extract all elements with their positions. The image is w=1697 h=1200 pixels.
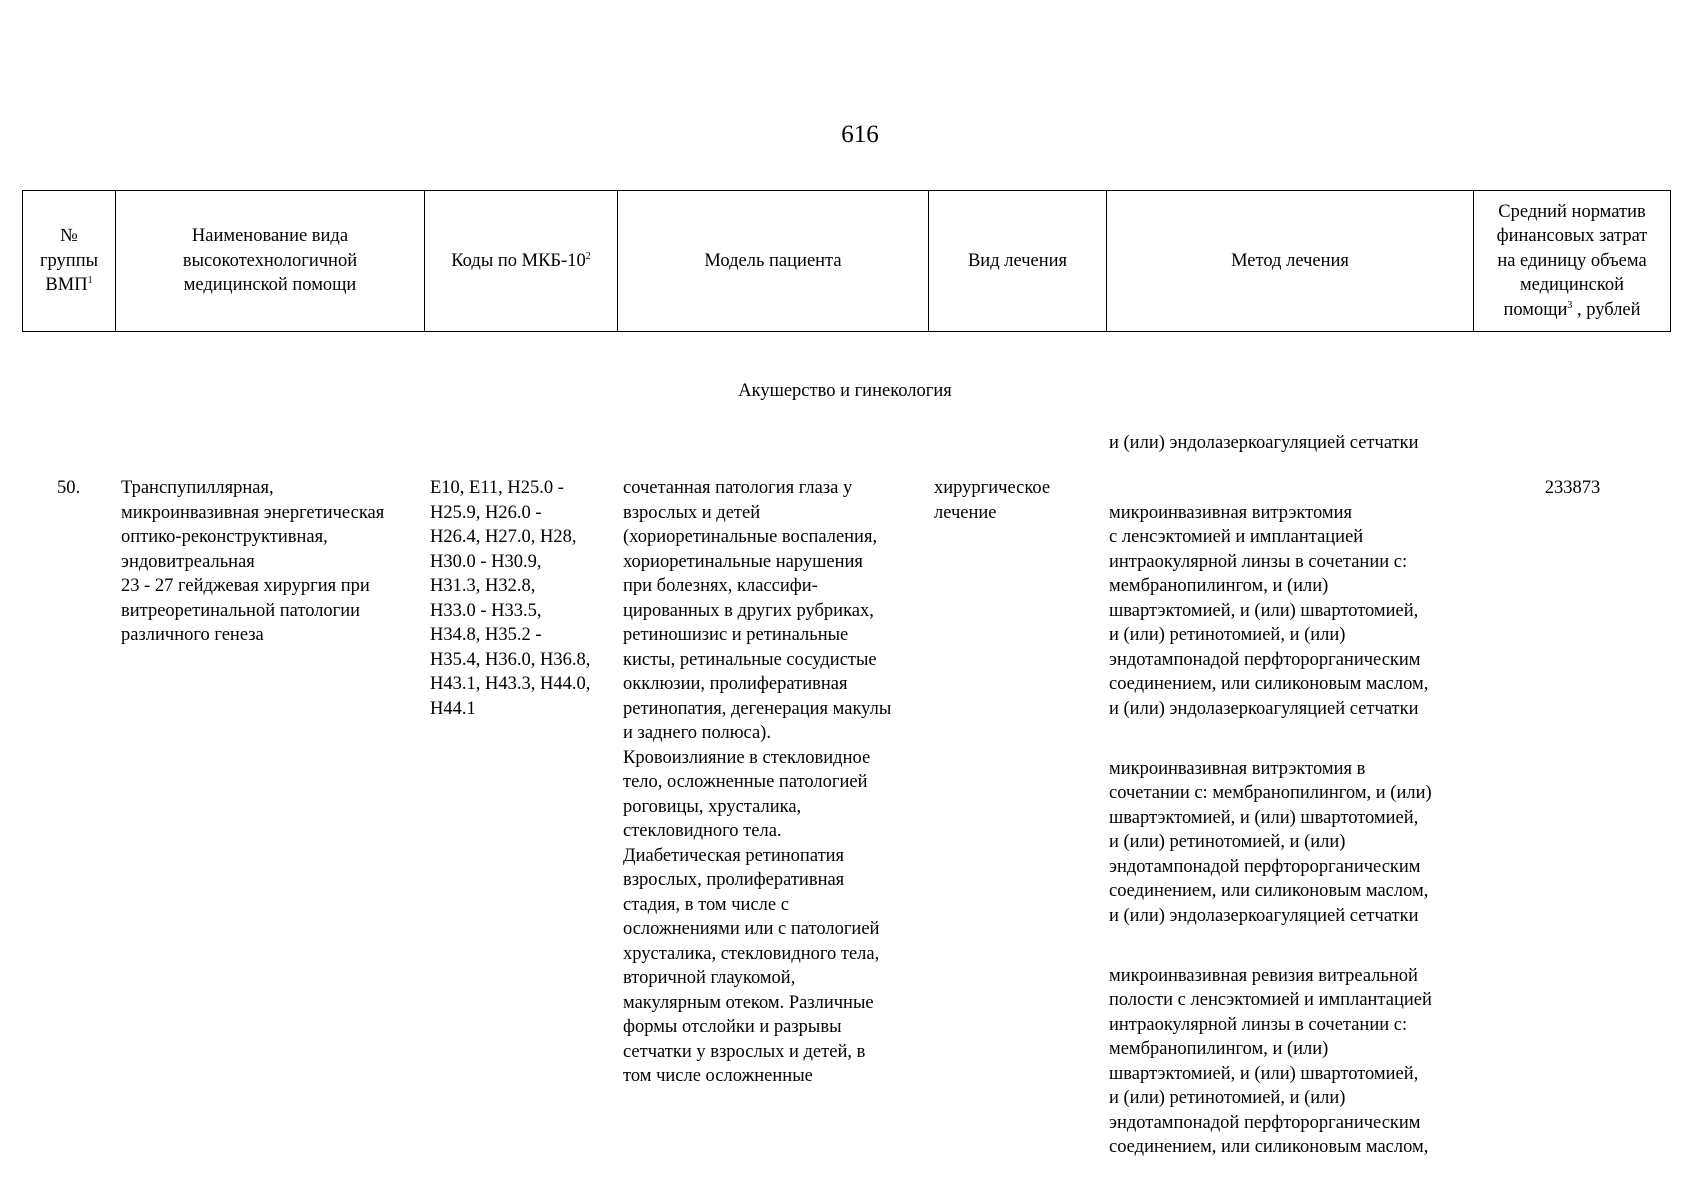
- header-group-number: № группы ВМП$^1$: [23, 191, 116, 332]
- method-item: микроинвазивная витрэктомия с ленсэктомией и имплантацией интраокулярной линзы в сочетании с: мембранопилингом, и (или) швартэктомией, и (или) швартотомией, и (или) ретинотомией, и (или) эндотампонадой перфторорганическим соединением, или силиконовым маслом, и (или) эндолазеркоагуляцией сетчатки: [1109, 502, 1429, 719]
- header-icd-codes: Коды по МКБ-$10^2$: [425, 191, 618, 332]
- row-care-name: Транспупиллярная, микроинвазивная энергетическая оптико-реконструктивная, эндовитреальная 23 - 27 гейджевая хирургия при витреоретинальной патологии различного генеза: [121, 478, 385, 645]
- row-methods: [1109, 476, 1494, 1195]
- header-cost: Средний норматив финансовых затрат на единицу объема медицинской помощи$^3$ , рублей: [1474, 191, 1671, 332]
- header-treatment-type: Вид лечения: [929, 191, 1107, 332]
- header-row: [23, 191, 1671, 332]
- method-item: микроинвазивная витрэктомия в сочетании с: мембранопилингом, и (или) швартэктомией, и (или) швартотомией, и (или) ретинотомией, и (или) эндотампонадой перфторорганическим соединением, или силиконовым маслом, и (или) эндолазеркоагуляцией сетчатки: [1109, 758, 1432, 926]
- carryover-method: и (или) эндолазеркоагуляцией сетчатки: [1109, 433, 1419, 453]
- section-title: Акушерство и гинекология: [738, 381, 952, 401]
- header-care-name: Наименование вида высокотехнологичной медицинской помощи: [116, 191, 425, 332]
- header-treatment-method: Метод лечения: [1107, 191, 1474, 332]
- row-treatment-type: хирургическое лечение: [934, 478, 1051, 523]
- header-patient-model: Модель пациента: [618, 191, 929, 332]
- table-header: [22, 190, 1671, 332]
- row-patient-model: сочетанная патология глаза у взрослых и детей (хориоретинальные воспаления, хориоретинальные нарушения при болезнях, классифи- цированных в других рубриках, ретиношизис и ретинальные кисты, ретинальные сосудистые окклюзии, пролиферативная ретинопатия, дегенерация макулы и заднего полюса). Кровоизлияние в стекловидное тело, осложненные патологией роговицы, хрусталика, стекловидного тела. Диабетическая ретинопатия взрослых, пролиферативная стадия, в том числе с осложнениями или с патологией хрусталика, стекловидного тела, вторичной глаукомой, макулярным отеком. Различные формы отслойки и разрывы сетчатки у взрослых и детей, в том числе осложненные: [623, 478, 892, 1086]
- page-number: 616: [841, 121, 879, 148]
- method-item: микроинвазивная ревизия витреальной полости с ленсэктомией и имплантацией интраокулярной линзы в сочетании с: мембранопилингом, и (или) швартэктомией, и (или) швартотомией, и (или) ретинотомией, и (или) эндотампонадой перфторорганическим соединением, или силиконовым маслом,: [1109, 965, 1432, 1157]
- row-cost: 233873: [1544, 478, 1601, 498]
- row-number: 50.: [56, 478, 81, 498]
- row-icd-codes: E10, E11, H25.0 - H25.9, H26.0 - H26.4, H27.0, H28, H30.0 - H30.9, H31.3, H32.8, H33.0 - H33.5, H34.8, H35.2 - H35.4, H36.0, H36.8, H43.1, H43.3, H44.0, H44.1: [430, 478, 591, 719]
